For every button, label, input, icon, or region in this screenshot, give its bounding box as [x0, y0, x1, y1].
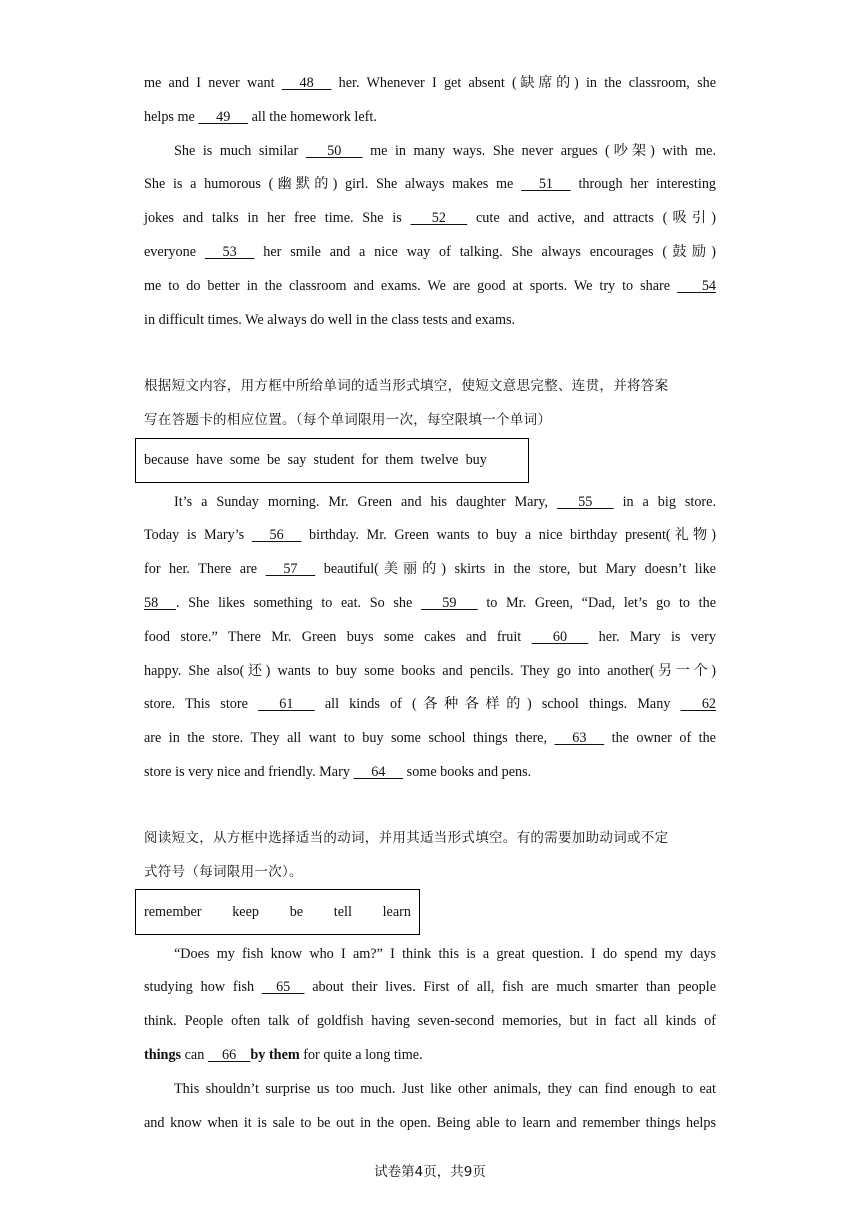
text: through her interesting: [570, 176, 717, 192]
page-footer: 试卷第4页，共9页: [374, 1164, 486, 1180]
blank-66[interactable]: 66: [207, 1047, 251, 1063]
section2-line-3: [144, 557, 716, 581]
word-option: tell: [333, 903, 352, 920]
section2-instruction-1: 根据短文内容，用方框中所给单词的适当形式填空，使短文意思完整、连贯，并将答案: [144, 378, 669, 394]
text: some books and pens.: [403, 764, 532, 780]
word-option: say: [287, 452, 307, 468]
section3-instruction-2: 式符号（每词限用一次）。: [144, 864, 303, 880]
blank-52[interactable]: 52: [410, 210, 468, 226]
passage1-line-6: [144, 240, 716, 264]
text: She is a humorous (幽默的) girl. She always makes me: [144, 176, 522, 192]
text: all the homework left.: [248, 109, 377, 125]
section2-instruction-2: 写在答题卡的相应位置。（每个单词限用一次，每空限填一个单词）: [144, 412, 552, 428]
word-option: remember: [144, 903, 202, 920]
text: cute and active, and attracts (吸引): [467, 210, 716, 226]
blank-58[interactable]: 58: [144, 595, 176, 611]
bold-text: things: [144, 1047, 182, 1063]
blank-55[interactable]: 55: [556, 494, 614, 510]
word-option: keep: [232, 903, 259, 920]
blank-53[interactable]: 53: [204, 244, 255, 260]
word-option: for: [361, 452, 379, 468]
text: . She likes something to eat. So she: [175, 595, 421, 611]
text: happy. She also(还) wants to buy some books and pencils. They go into another(另一个): [144, 663, 716, 679]
section3-line-3: think. People often talk of goldfish having seven-second memories, but in fact all kinds of: [144, 1013, 716, 1029]
section3-line-2: [144, 975, 716, 999]
word-option: twelve: [420, 452, 459, 468]
word-option: because: [144, 452, 189, 468]
text: Today is Mary’s: [144, 527, 252, 543]
text: birthday. Mr. Green wants to buy a nice birthday present(礼物): [301, 527, 716, 543]
blank-59[interactable]: 59: [420, 595, 478, 611]
text: to Mr. Green, “Dad, let’s go to the: [477, 595, 716, 611]
blank-56[interactable]: 56: [251, 527, 302, 543]
section2-line-7: [144, 692, 716, 716]
passage1-line-3: [174, 139, 716, 163]
text: beautiful(美丽的) skirts in the store, but Mary doesn’t like: [315, 561, 716, 577]
word-option: some: [229, 452, 260, 468]
text: jokes and talks in her free time. She is: [144, 210, 411, 226]
section2-line-6: [144, 659, 716, 683]
word-option: them: [385, 452, 414, 468]
blank-54[interactable]: 54: [676, 278, 716, 294]
section2-line-5: [144, 625, 716, 649]
section3-line-1: “Does my fish know who I am?” I think this is a great question. I do spend my days: [174, 946, 716, 962]
blank-60[interactable]: 60: [531, 629, 589, 645]
section2-line-1: [174, 490, 716, 514]
blank-65[interactable]: 65: [261, 979, 305, 995]
text: for her. There are: [144, 561, 266, 577]
section3-line-4: [144, 1043, 716, 1067]
blank-48[interactable]: 48: [281, 75, 332, 91]
text: her. Mary is very: [588, 629, 716, 645]
section3-line-6: and know when it is sale to be out in the open. Being able to learn and remember things helps: [144, 1115, 716, 1131]
text: me and I never want: [144, 75, 282, 91]
blank-61[interactable]: 61: [258, 696, 315, 712]
text: me to do better in the classroom and exams. We are good at sports. We try to share: [144, 278, 677, 294]
blank-50[interactable]: 50: [305, 143, 363, 159]
text: are in the store. They all want to buy some school things there,: [144, 730, 555, 746]
passage1-line-7: [144, 274, 716, 298]
text: the owner of the: [604, 730, 716, 746]
word-option: have: [196, 452, 223, 468]
section2-line-8: [144, 726, 716, 750]
text: everyone: [144, 244, 205, 260]
passage1-line-8: in difficult times. We always do well in the class tests and exams.: [144, 312, 516, 328]
text: her smile and a nice way of talking. She always encourages (鼓励): [254, 244, 716, 260]
text: helps me: [144, 109, 199, 125]
blank-63[interactable]: 63: [554, 730, 605, 746]
text: store. This store: [144, 696, 259, 712]
word-option: buy: [465, 452, 487, 468]
text: about their lives. First of all, fish are much smarter than people: [304, 979, 716, 995]
blank-51[interactable]: 51: [521, 176, 571, 192]
blank-62[interactable]: 62: [680, 696, 717, 712]
text: It’s a Sunday morning. Mr. Green and his daughter Mary,: [174, 494, 557, 510]
text: She is much similar: [174, 143, 306, 159]
section3-line-5: This shouldn’t surprise us too much. Just like other animals, they can find enough to eat: [174, 1081, 716, 1097]
bold-text: by them: [250, 1047, 300, 1063]
word-option: learn: [382, 903, 411, 920]
section2-line-4: [144, 591, 716, 615]
text: in a big store.: [613, 494, 716, 510]
blank-64[interactable]: 64: [353, 764, 404, 780]
word-option: be: [266, 452, 281, 468]
text: her. Whenever I get absent (缺席的) in the classroom, she: [331, 75, 716, 91]
word-option: be: [289, 903, 304, 920]
passage1-line-4: [144, 172, 716, 196]
text: studying how fish: [144, 979, 262, 995]
text: store is very nice and friendly. Mary: [144, 764, 354, 780]
text: for quite a long time.: [299, 1047, 423, 1063]
text: food store.” There Mr. Green buys some cakes and fruit: [144, 629, 532, 645]
passage1-line-5: [144, 206, 716, 230]
passage1-line-1: [144, 71, 716, 95]
text: can: [181, 1047, 208, 1063]
section3-instruction-1: 阅读短文，从方框中选择适当的动词，并用其适当形式填空。有的需要加助动词或不定: [144, 830, 669, 846]
word-box-1: [135, 438, 529, 483]
blank-49[interactable]: 49: [198, 109, 249, 125]
section2-line-9: [144, 760, 716, 784]
text: me in many ways. She never argues (吵架) with me.: [362, 143, 717, 159]
blank-57[interactable]: 57: [265, 561, 316, 577]
word-box-2: [135, 889, 420, 935]
word-option: student: [313, 452, 355, 468]
text: all kinds of (各种各样的) school things. Many: [314, 696, 681, 712]
section2-line-2: [144, 523, 716, 547]
passage1-line-2: [144, 105, 716, 129]
